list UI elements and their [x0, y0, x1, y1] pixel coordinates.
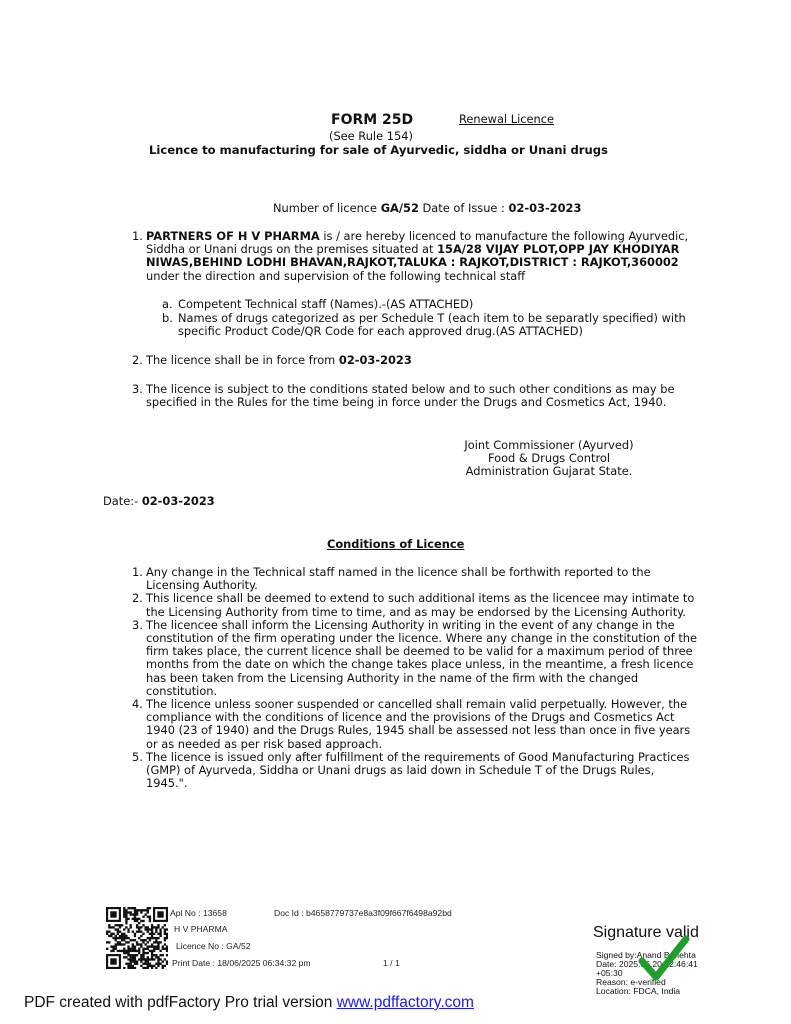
qr-code [106, 907, 168, 969]
condition-item [132, 566, 732, 592]
conditions-heading: Conditions of Licence [327, 537, 465, 551]
authority-line-2: Food & Drugs Control [487, 451, 611, 466]
signature-location: Location: FDCA, India [596, 986, 681, 996]
clause-3-line-2: specified in the Rules for the time being in force under the Drugs and Cosmetics Act, 1940. [146, 395, 667, 410]
pdffactory-link[interactable]: www.pdffactory.com [336, 994, 474, 1011]
clause-1-text-a: is / are hereby licenced to manufacture the following Ayurvedic, [319, 229, 689, 243]
signature-date: Date: 2025.06.20 12:46:41 [596, 959, 698, 969]
condition-5-line: The licence is issued only after fulfillment of the requirements of Good Manufacturing Practices [146, 749, 690, 764]
sub-a-marker: a. [162, 297, 173, 311]
condition-item [132, 751, 732, 791]
clause-1-text-c: under the direction and supervision of the following technical staff [146, 268, 526, 283]
condition-2-line: This licence shall be deemed to extend to such additional items as the licencee may intimate to [146, 591, 695, 606]
authority-line-3: Administration Gujarat State. [465, 464, 633, 479]
condition-5-line: (GMP) of Ayurveda, Siddha or Unani drugs as laid down in Schedule T of the Drugs Rules, [146, 763, 655, 778]
footer-firm-name: H V PHARMA [174, 924, 228, 934]
signature-reason: Reason: e-verified [596, 977, 666, 987]
issuing-authority [454, 439, 644, 479]
licence-number: GA/52 [380, 201, 419, 215]
condition-3-line: has been taken from the Licensing Authority in the name of the firm with the changed [146, 670, 639, 685]
condition-3-line: constitution. [146, 683, 218, 698]
condition-2-number: 2. [132, 591, 143, 606]
sub-b-text-1: Names of drugs categorized as per Schedule T (each item to be separatly specified) with [178, 311, 686, 325]
clause-1-sub-a [162, 298, 722, 311]
condition-1-line: Licensing Authority. [146, 578, 258, 593]
application-number: Apl No : 13658 [170, 908, 227, 918]
clause-3-number: 3. [132, 382, 143, 396]
clause-1-text-b: Siddha or Unani drugs on the premises situated at [146, 242, 438, 257]
conditions-list [132, 566, 732, 790]
sub-b-text-2: specific Product Code/QR Code for each approved drug.(AS ATTACHED) [178, 324, 583, 339]
rule-reference: (See Rule 154) [329, 129, 413, 143]
condition-1-number: 1. [132, 565, 143, 579]
date-of-issue-label: Date of Issue : [422, 201, 505, 215]
clause-2-number: 2. [132, 353, 143, 367]
issue-date-line [103, 495, 215, 508]
premises-address-b: NIWAS,BEHIND LODHI BHAVAN,RAJKOT,TALUKA : RAJKOT,DISTRICT : RAJKOT,360002 [146, 255, 679, 270]
clause-3-line-1: The licence is subject to the conditions stated below and to such other conditions as may be [146, 382, 675, 396]
premises-address-a: 15A/28 VIJAY PLOT,OPP JAY KHODIYAR [437, 242, 680, 257]
authority-line-1: Joint Commissioner (Ayurved) [464, 438, 634, 452]
condition-4-line: compliance with the conditions of licence and the provisions of the Drugs and Cosmetics Act [146, 710, 675, 725]
clause-1 [132, 230, 732, 283]
clause-2-text: The licence shall be in force from [146, 353, 339, 367]
condition-1-line: Any change in the Technical staff named in the licence shall be forthwith reported to the [146, 565, 651, 579]
footer-licence-number: Licence No : GA/52 [176, 941, 251, 951]
signed-by: Signed by:Anand B Mehta [596, 950, 696, 960]
licence-number-line [273, 202, 581, 215]
check-mark-icon [638, 935, 690, 983]
condition-3-line: constitution of the firm operating under the licence. Where any change in the constitution of the [146, 631, 698, 646]
print-date: Print Date : 18/06/2025 06:34:32 pm [172, 958, 311, 968]
condition-item [132, 619, 732, 698]
date-label: Date:- [103, 494, 139, 508]
condition-3-line: firm takes place, the current licence shall be deemed to be valid for a maximum period of three [146, 644, 693, 659]
date-value: 02-03-2023 [141, 494, 215, 508]
condition-4-line: 1940 (23 of 1940) and the Drugs Rules, 1945 shall be assessed not less than once in five years [146, 723, 691, 738]
condition-4-line: or as needed as per risk based approach. [146, 736, 383, 751]
trial-notice [24, 994, 474, 1012]
sub-a-text: Competent Technical staff (Names).-(AS ATTACHED) [178, 297, 474, 311]
condition-3-line: months from the date on which the change takes place unless, in the meantime, a fresh licence [146, 657, 694, 672]
clause-2 [132, 354, 732, 367]
signature-timezone: +05:30 [596, 968, 623, 978]
signature-valid-title: Signature valid [593, 924, 699, 941]
sub-b-marker: b. [162, 311, 173, 325]
page-number: 1 / 1 [383, 958, 400, 968]
form-subtitle: Licence to manufacturing for sale of Ayurvedic, siddha or Unani drugs [149, 143, 608, 157]
condition-4-number: 4. [132, 697, 143, 712]
condition-4-line: The licence unless sooner suspended or cancelled shall remain valid perpetually. However, the [146, 697, 688, 712]
licence-in-force-date: 02-03-2023 [338, 353, 412, 367]
firm-name: PARTNERS OF H V PHARMA [146, 229, 320, 243]
condition-5-line: 1945.". [146, 776, 188, 791]
clause-1-sub-b [162, 312, 722, 338]
condition-item [132, 698, 732, 751]
trial-notice-text: PDF created with pdfFactory Pro trial version [24, 994, 337, 1011]
clause-3 [132, 383, 732, 409]
condition-2-line: the Licensing Authority from time to time, and as may be endorsed by the Licensing Authority. [146, 604, 686, 619]
condition-3-line: The licencee shall inform the Licensing Authority in writing in the event of any change in the [146, 617, 675, 632]
licence-number-prefix: Number of licence [273, 201, 378, 215]
renewal-label: Renewal Licence [459, 112, 554, 126]
condition-3-number: 3. [132, 617, 143, 632]
condition-item [132, 592, 732, 618]
document-id: Doc Id : b4658779737e8a3f09f667f6498a92bd [274, 908, 452, 918]
qr-code-icon [106, 907, 168, 969]
date-of-issue: 02-03-2023 [508, 201, 582, 215]
form-title: FORM 25D [331, 112, 414, 128]
clause-1-number: 1. [132, 229, 143, 243]
condition-5-number: 5. [132, 749, 143, 764]
